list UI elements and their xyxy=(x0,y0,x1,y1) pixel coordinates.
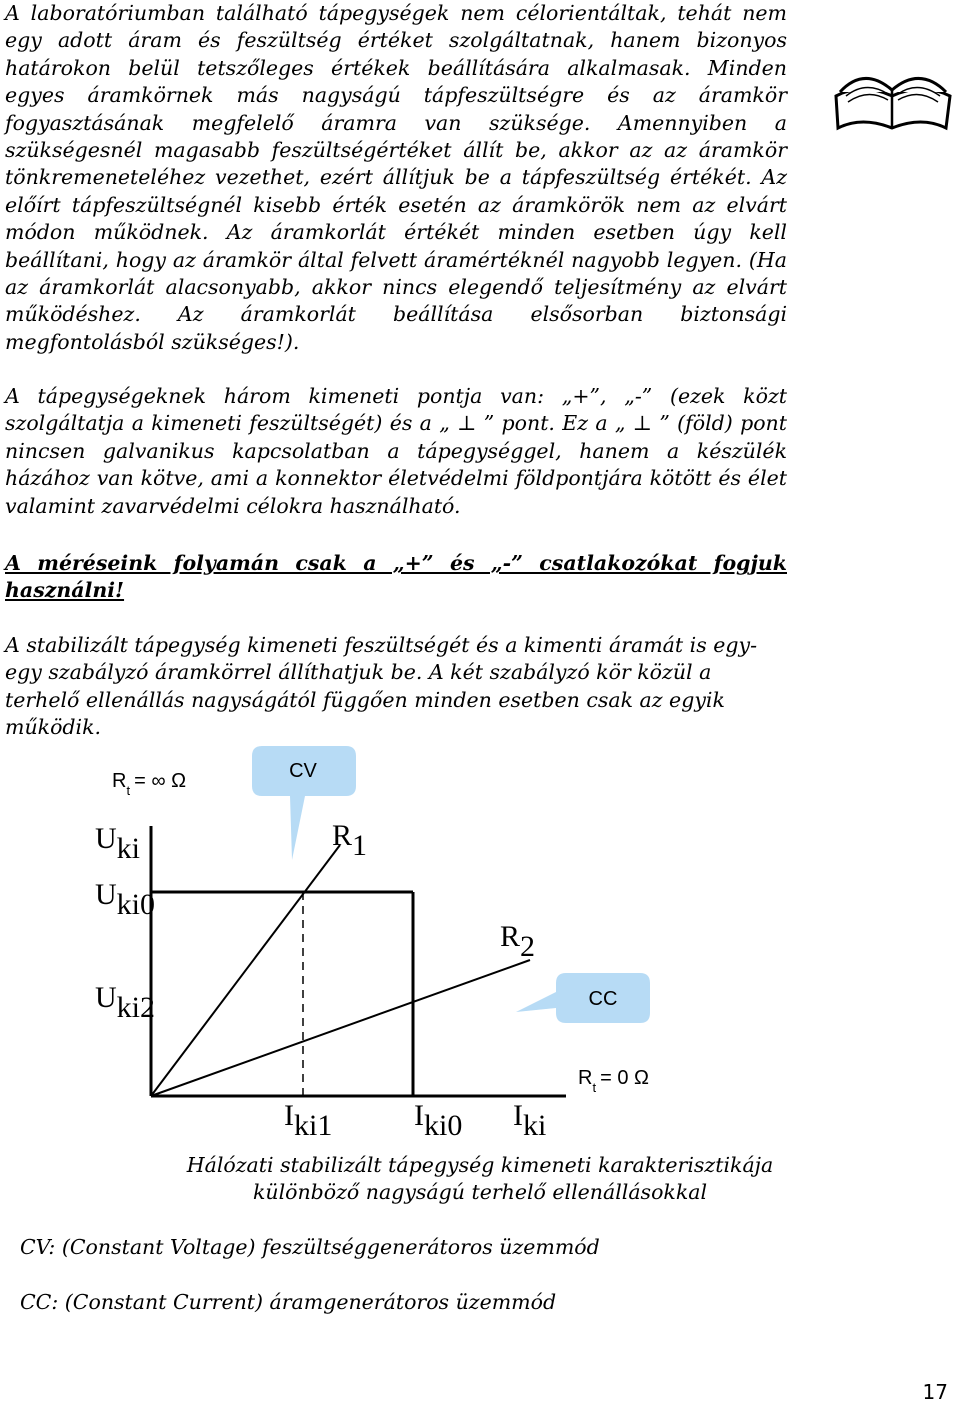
important-note: A méréseink folyamán csak a „+” és „-” csatlakozókat fogjuk használni! xyxy=(5,551,787,603)
page-number: 17 xyxy=(922,1380,948,1404)
i-ki-label: Iki xyxy=(513,1099,547,1142)
figure-caption: Hálózati stabilizált tápegység kimeneti karakterisztikája különböző nagyságú terhelő ellenállásokkal xyxy=(186,1153,774,1205)
output-terminals-paragraph: A tápegységeknek három kimeneti pontja van: „+”, „-” (ezek közt szolgáltatja a kimeneti feszültségét) és a „ ⊥ ” pont. Ez a „ ⊥ ” (föld) pont nincsen galvanikus kapcsolatban a tápegységgel, hanem a készülék házához van kötve, ami a konnektor életvédelmi földpontjára kötött és élet valamint zavarvédelmi célokra használható. xyxy=(5,384,787,518)
intro-paragraph: A laboratóriumban található tápegységek nem célorientáltak, tehát nem egy adott áram és feszültség értéket szolgáltatnak, hanem bizonyos határokon belül tetszőleges értékek beállítására alkalmasak. Minden egyes áramkörnek más nagyságú tápfeszültségre és az áramkör fogyasztásának megfelelő áramra van szüksége. Amennyiben a szükségesnél magasabb feszültségértéket állít be, akkor az az áramkör tönkremeneteléhez vezethet, ezért állítjuk be a tápfeszültség értékét. Az előírt tápfeszültségnél kisebb érték esetén az áramkörök nem az elvárt módon működnek. Az áramkorlát értékét minden esetben úgy kell beállítani, hogy az áramkör által felvett áramértéknél nagyobb legyen. (Ha az áramkorlát alacsonyabb, akkor nincs elegendő teljesítmény az elvárt működéshez. Az áramkorlát beállítása elsősorban biztonsági megfontolásból szükséges!). xyxy=(5,1,787,354)
cv-label: CV xyxy=(289,760,317,782)
rt-zero-label: $R_t = 0$ Ω xyxy=(578,1067,649,1095)
rt-infinity-label: $R_t$ = ∞ Ω xyxy=(112,770,187,798)
cv-definition: CV: (Constant Voltage) feszültséggenerátoros üzemmód xyxy=(20,1235,600,1259)
u-ki-label: Uki xyxy=(95,822,141,865)
regulator-paragraph: A stabilizált tápegység kimeneti feszültségét és a kimenti áramát is egy-egy szabályzó áramkörrel állíthatjuk be. A két szabályzó kör közül a terhelő ellenállás nagyságától függően minden esetben csak az egyik működik. xyxy=(5,633,758,740)
u-ki2-label: Uki2 xyxy=(95,981,156,1024)
cc-label: CC xyxy=(588,988,618,1010)
i-ki1-label: Iki1 xyxy=(284,1099,333,1142)
r1-label: R1 xyxy=(332,819,368,862)
u-ki0-label: Uki0 xyxy=(95,878,156,921)
i-ki0-label: Iki0 xyxy=(414,1099,463,1142)
output-characteristic-diagram xyxy=(0,740,960,1150)
r2-label: R2 xyxy=(500,920,536,963)
cc-callout xyxy=(516,973,650,1023)
open-book-icon xyxy=(832,62,954,132)
cc-definition: CC: (Constant Current) áramgenerátoros üzemmód xyxy=(20,1290,557,1314)
